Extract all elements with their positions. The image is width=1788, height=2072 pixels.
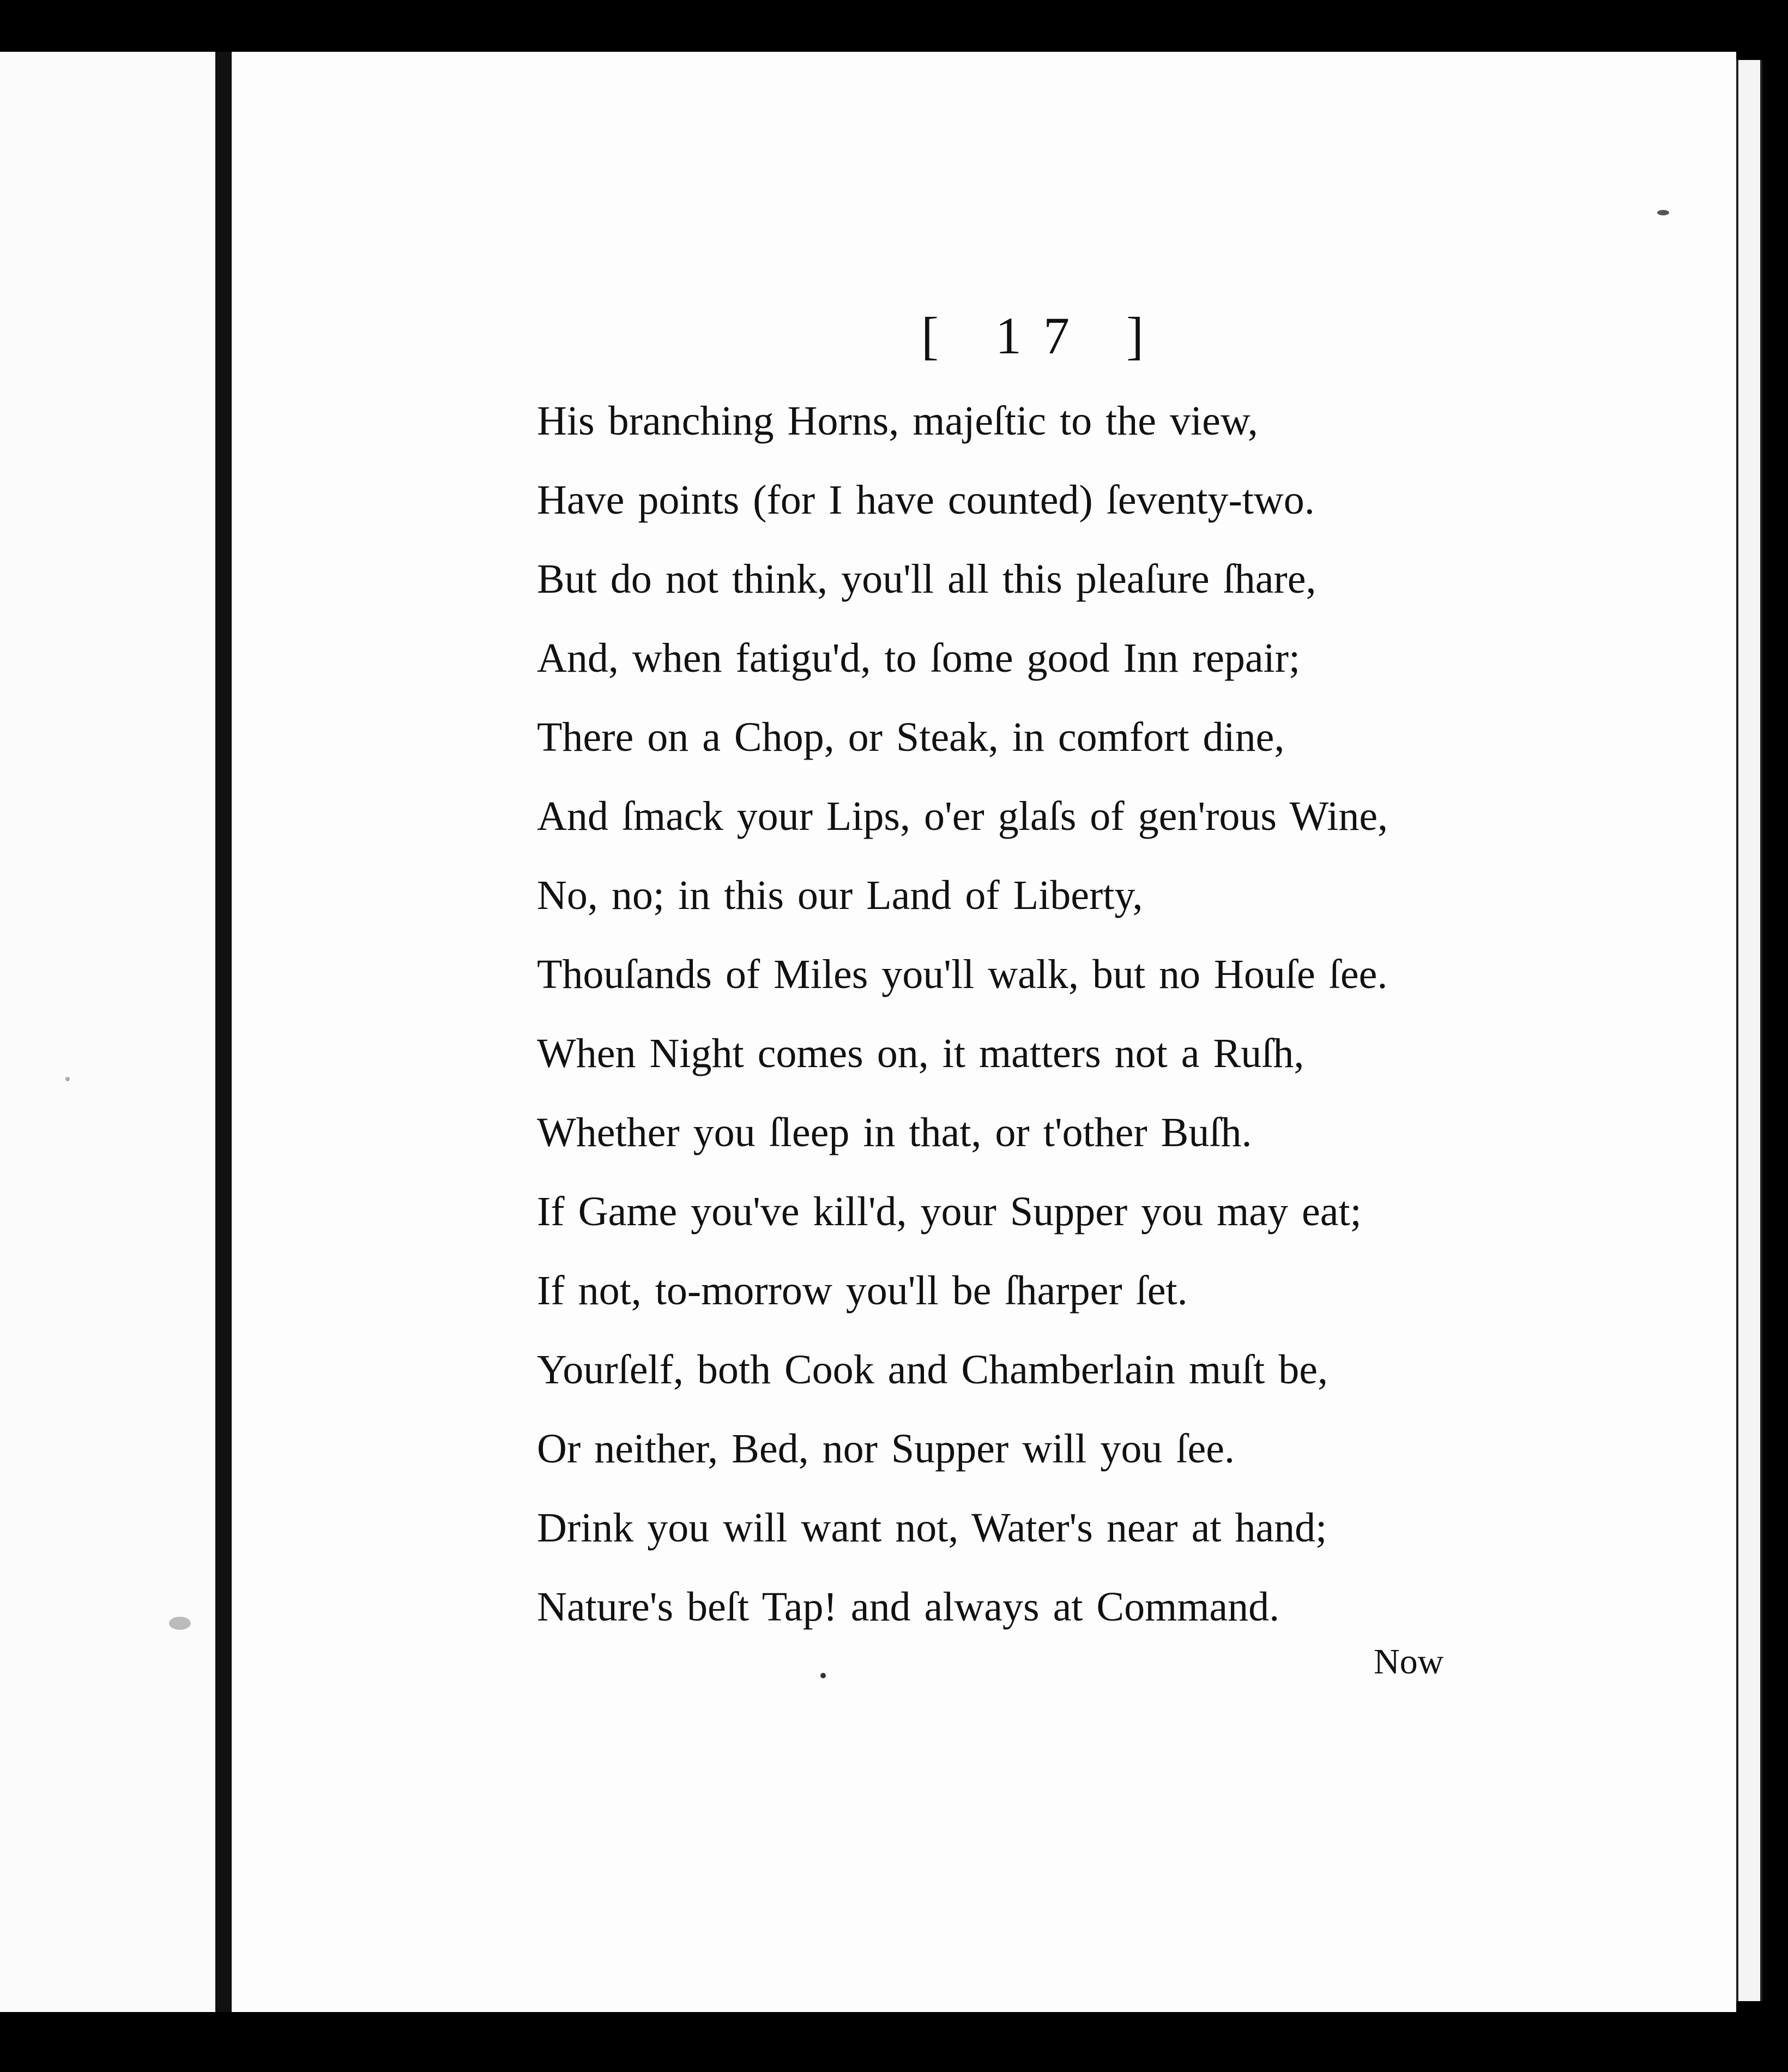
catchword: Now: [1374, 1642, 1444, 1682]
page-edge: [1736, 60, 1762, 2001]
verse-line: If not, to-morrow you'll be ſharper ſet.: [537, 1268, 1188, 1314]
verse-line: Drink you will want not, Water's near at hand;: [537, 1505, 1327, 1551]
verse-line: No, no; in this our Land of Liberty,: [537, 872, 1143, 918]
verse-line: But do not think, you'll all this pleaſure ſhare,: [537, 556, 1316, 602]
book-gutter: [215, 52, 232, 2012]
verse-line: Yourſelf, both Cook and Chamberlain muſt be,: [537, 1347, 1328, 1393]
verse-line: Or neither, Bed, nor Supper will you ſee.: [537, 1426, 1235, 1472]
paper-speck: [65, 1077, 70, 1081]
verse-line: Nature's beſt Tap! and always at Command.: [537, 1584, 1280, 1630]
verse-line: Have points (for I have counted) ſeventy-two.: [537, 477, 1315, 523]
paper-speck: [169, 1617, 191, 1630]
poem-text: [537, 382, 1388, 1647]
verse-line: Whether you ſleep in that, or t'other Buſh.: [537, 1110, 1252, 1155]
verse-line: And, when fatigu'd, to ſome good Inn repair;: [537, 635, 1301, 681]
paper-speck: [820, 1673, 826, 1678]
paper-speck: [1657, 210, 1669, 215]
verse-line: Thouſands of Miles you'll walk, but no Houſe ſee.: [537, 951, 1388, 997]
page-number: [ 17 ]: [921, 306, 1165, 365]
verse-line: There on a Chop, or Steak, in comfort dine,: [537, 714, 1285, 760]
facing-page: [0, 52, 215, 2012]
verse-line: When Night comes on, it matters not a Ruſh,: [537, 1031, 1304, 1076]
verse-line: If Game you've kill'd, your Supper you may eat;: [537, 1189, 1362, 1234]
verse-line: And ſmack your Lips, o'er glaſs of gen'rous Wine,: [537, 793, 1388, 839]
verse-line: His branching Horns, majeſtic to the view,: [537, 398, 1258, 444]
